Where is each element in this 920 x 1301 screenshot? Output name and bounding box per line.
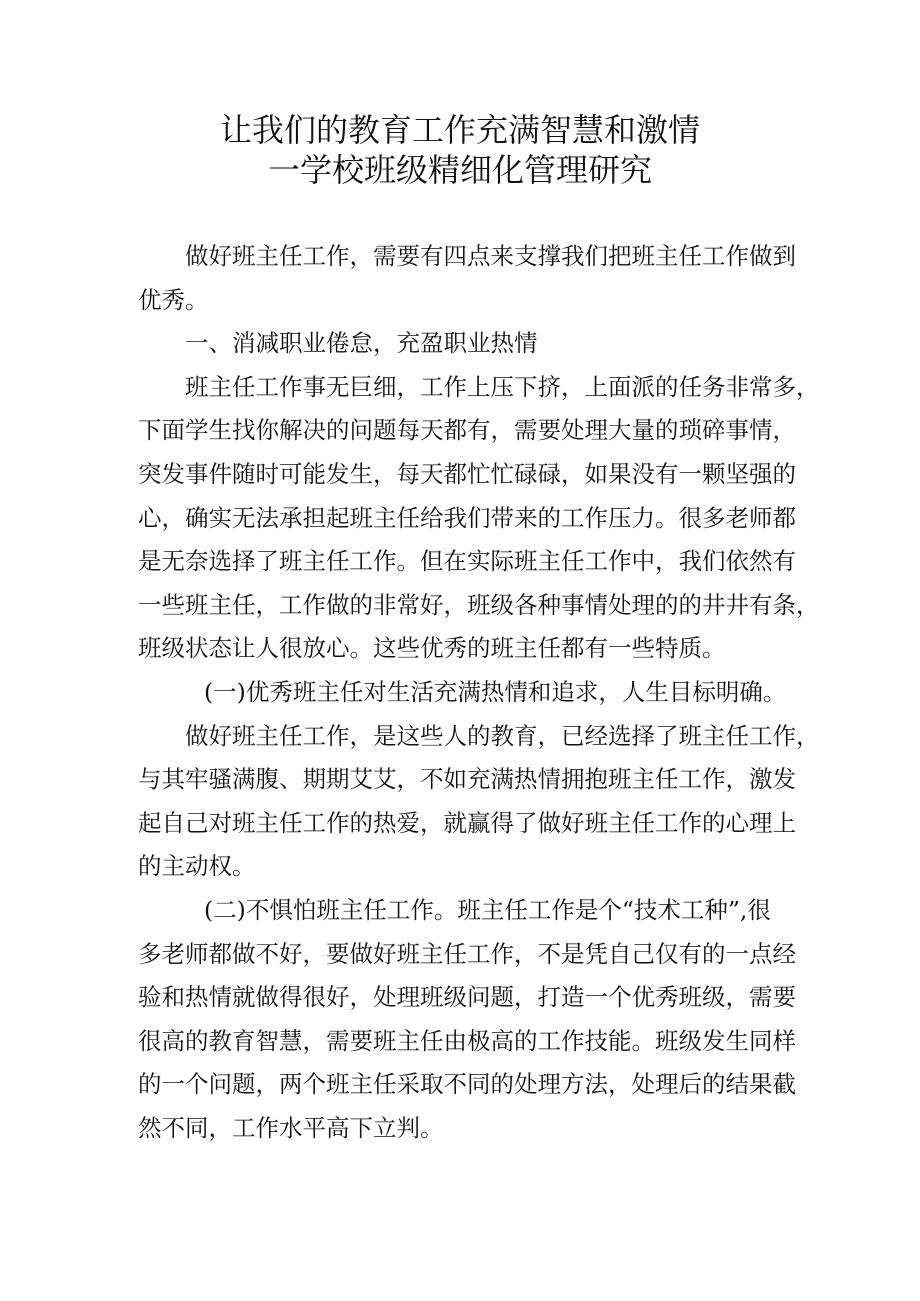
text-line: 是无奈选择了班主任工作。但在实际班主任工作中，我们依然有 [138, 547, 796, 576]
paragraph-skills [138, 889, 803, 1151]
section-heading-1 [138, 322, 803, 366]
text-line: 的一个问题，两个班主任采取不同的处理方法，处理后的结果截 [138, 1070, 796, 1099]
text-line: (二)不惧怕班主任工作。班主任工作是个“技术工种”,很 [204, 895, 771, 924]
paragraph-intro [138, 235, 803, 322]
text-line: 做好班主任工作，需要有四点来支撑我们把班主任工作做到 [185, 242, 796, 270]
text-line: 心，确实无法承担起班主任给我们带来的工作压力。很多老师都 [138, 503, 796, 532]
document-body [138, 235, 820, 1150]
paragraph-passion [138, 715, 820, 889]
title-line-subtitle: 一学校班级精细化管理研究 [267, 151, 652, 189]
text-line: 一些班主任，工作做的非常好，班级各种事情处理的的井井有条， [138, 590, 820, 619]
text-line: 突发事件随时可能发生，每天都忙忙碌碌，如果没有一颗坚强的 [138, 459, 796, 488]
text-line: (一)优秀班主任对生活充满热情和追求，人生目标明确。 [204, 677, 787, 706]
text-line: 做好班主任工作，是这些人的教育，已经选择了班主任工作， [185, 721, 820, 750]
text-line: 的主动权。 [138, 852, 256, 881]
document-title [0, 110, 920, 190]
text-line: 验和热情就做得很好，处理班级问题，打造一个优秀班级，需要 [138, 983, 796, 1012]
text-line: 下面学生找你解决的问题每天都有，需要处理大量的琐碎事情， [138, 416, 796, 445]
text-line: 一、消减职业倦怠，充盈职业热情 [185, 329, 538, 358]
text-line: 起自己对班主任工作的热爱，就赢得了做好班主任工作的心理上 [138, 808, 796, 837]
text-line: 与其牢骚满腹、期期艾艾，不如充满热情拥抱班主任工作，激发 [138, 765, 796, 794]
text-line: 很高的教育智慧，需要班主任由极高的工作技能。班级发生同样 [138, 1026, 796, 1055]
paragraph-pressure [138, 366, 820, 671]
text-line: 班级状态让人很放心。这些优秀的班主任都有一些特质。 [138, 634, 726, 663]
subsection-heading-1 [138, 671, 803, 715]
text-line: 多老师都做不好，要做好班主任工作，不是凭自己仅有的一点经 [138, 939, 796, 968]
title-line-main: 让我们的教育工作充满智慧和激情 [219, 111, 700, 149]
text-line: 班主任工作事无巨细，工作上压下挤，上面派的任务非常多， [185, 372, 820, 401]
text-line: 优秀。 [138, 285, 209, 314]
text-line: 然不同，工作水平高下立判。 [138, 1113, 444, 1142]
